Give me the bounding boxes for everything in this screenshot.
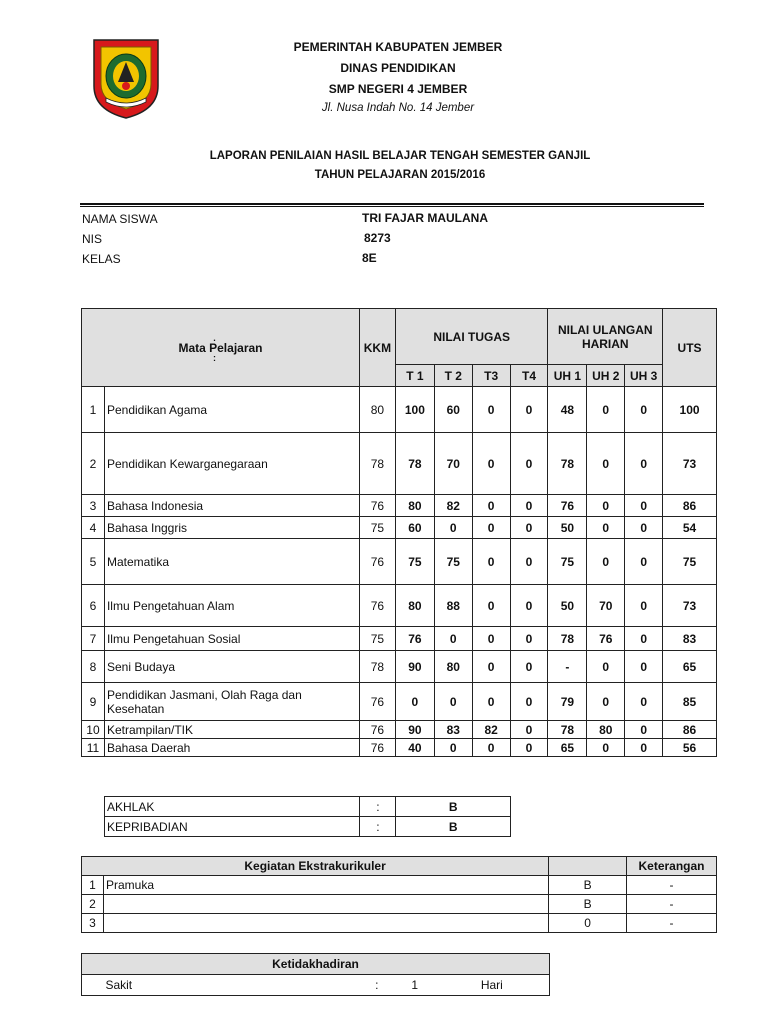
uh2-value: 0	[587, 539, 625, 585]
grades-table	[81, 308, 717, 757]
uts-value: 56	[663, 739, 717, 757]
t2-value: 75	[434, 539, 472, 585]
t3-value: 0	[472, 539, 510, 585]
uh1-header: UH 1	[548, 365, 587, 387]
uh2-value: 0	[587, 433, 625, 495]
t3-value: 0	[472, 739, 510, 757]
t4-value: 0	[510, 739, 548, 757]
ulangan-header: NILAI ULANGAN HARIAN	[548, 309, 663, 365]
akhlak-colon: :	[360, 797, 396, 817]
kkm-value: 75	[359, 517, 395, 539]
header-department: DINAS PENDIDIKAN	[340, 61, 456, 75]
header-government: PEMERINTAH KABUPATEN JEMBER	[293, 40, 503, 54]
extracurricular-table	[81, 856, 717, 933]
uh3-value: 0	[625, 585, 663, 627]
uh2-value: 80	[587, 721, 625, 739]
table-row	[82, 683, 717, 721]
t4-value: 0	[510, 683, 548, 721]
header-divider-thin	[80, 206, 704, 207]
uh3-value: 0	[625, 683, 663, 721]
report-year: TAHUN PELAJARAN 2015/2016	[314, 169, 486, 181]
uh1-value: 75	[548, 539, 587, 585]
header-address: Jl. Nusa Indah No. 14 Jember	[321, 102, 475, 114]
uh1-value: 78	[548, 627, 587, 651]
row-number: 3	[82, 495, 105, 517]
uh1-value: 50	[548, 517, 587, 539]
row-number: 2	[82, 433, 105, 495]
kepribadian-grade: B	[396, 817, 511, 837]
kepribadian-colon: :	[360, 817, 396, 837]
table-row	[82, 539, 717, 585]
uts-value: 100	[663, 387, 717, 433]
t2-value: 0	[434, 517, 472, 539]
subject-header: . Mata Pelajaran :	[82, 309, 360, 387]
uh3-value: 0	[625, 539, 663, 585]
table-row	[82, 433, 717, 495]
t2-value: 0	[434, 627, 472, 651]
t4-value: 0	[510, 627, 548, 651]
extracurricular-grade: B	[549, 876, 627, 895]
uts-value: 86	[663, 721, 717, 739]
t1-value: 76	[395, 627, 434, 651]
extracurricular-name	[103, 914, 548, 933]
uh1-value: 65	[548, 739, 587, 757]
uh2-value: 70	[587, 585, 625, 627]
kkm-value: 76	[359, 539, 395, 585]
kkm-value: 76	[359, 721, 395, 739]
student-class: 8E	[362, 251, 377, 265]
subject-name: Bahasa Daerah	[104, 739, 359, 757]
t4-value: 0	[510, 517, 548, 539]
t2-value: 82	[434, 495, 472, 517]
district-logo	[92, 38, 160, 120]
t3-value: 0	[472, 627, 510, 651]
subject-name: Ketrampilan/TIK	[104, 721, 359, 739]
kkm-value: 76	[359, 683, 395, 721]
t1-value: 80	[395, 495, 434, 517]
subject-name: Pendidikan Agama	[104, 387, 359, 433]
kkm-value: 75	[359, 627, 395, 651]
uh2-value: 0	[587, 387, 625, 433]
kkm-header: KKM	[359, 309, 395, 387]
row-number: 9	[82, 683, 105, 721]
t2-value: 88	[434, 585, 472, 627]
t2-value: 60	[434, 387, 472, 433]
t4-value: 0	[510, 539, 548, 585]
extracurricular-note: -	[627, 895, 717, 914]
row-number: 8	[82, 651, 105, 683]
kkm-value: 76	[359, 585, 395, 627]
table-row	[82, 585, 717, 627]
table-row	[82, 721, 717, 739]
extracurricular-grade: 0	[549, 914, 627, 933]
uh2-header: UH 2	[587, 365, 625, 387]
attendance-sick-count: 1	[395, 975, 435, 996]
akhlak-label: AKHLAK	[105, 797, 360, 817]
subject-name: Ilmu Pengetahuan Alam	[104, 585, 359, 627]
t3-value: 0	[472, 433, 510, 495]
attendance-row-pad	[82, 975, 104, 996]
t1-value: 90	[395, 721, 434, 739]
uh3-value: 0	[625, 651, 663, 683]
t3-value: 0	[472, 651, 510, 683]
uh2-value: 0	[587, 495, 625, 517]
extracurricular-note: -	[627, 914, 717, 933]
t3-value: 82	[472, 721, 510, 739]
t4-value: 0	[510, 387, 548, 433]
t3-value: 0	[472, 495, 510, 517]
uts-value: 73	[663, 433, 717, 495]
extracurricular-number: 2	[82, 895, 104, 914]
t2-value: 80	[434, 651, 472, 683]
behavior-table	[104, 796, 511, 837]
uh3-value: 0	[625, 721, 663, 739]
t1-header: T 1	[395, 365, 434, 387]
t3-value: 0	[472, 683, 510, 721]
t4-value: 0	[510, 495, 548, 517]
uh3-value: 0	[625, 517, 663, 539]
attendance-header: Ketidakhadiran	[82, 954, 550, 975]
uts-value: 54	[663, 517, 717, 539]
t3-value: 0	[472, 517, 510, 539]
uh1-value: 48	[548, 387, 587, 433]
subject-name: Seni Budaya	[104, 651, 359, 683]
akhlak-grade: B	[396, 797, 511, 817]
t2-value: 83	[434, 721, 472, 739]
t3-header: T3	[472, 365, 510, 387]
table-row	[82, 876, 717, 895]
tugas-header: NILAI TUGAS	[395, 309, 548, 365]
t2-header: T 2	[434, 365, 472, 387]
t2-value: 70	[434, 433, 472, 495]
table-row	[82, 517, 717, 539]
uh3-header: UH 3	[625, 365, 663, 387]
t3-value: 0	[472, 387, 510, 433]
t4-value: 0	[510, 721, 548, 739]
subject-name: Ilmu Pengetahuan Sosial	[104, 627, 359, 651]
extracurricular-header: Kegiatan Ekstrakurikuler	[82, 857, 549, 876]
row-number: 10	[82, 721, 105, 739]
table-row	[82, 895, 717, 914]
t2-value: 0	[434, 683, 472, 721]
uh1-value: 76	[548, 495, 587, 517]
student-name: TRI FAJAR MAULANA	[362, 211, 488, 225]
extracurricular-grade: B	[549, 895, 627, 914]
uh2-value: 0	[587, 651, 625, 683]
uh3-value: 0	[625, 627, 663, 651]
row-number: 6	[82, 585, 105, 627]
uh3-value: 0	[625, 433, 663, 495]
t1-value: 0	[395, 683, 434, 721]
uts-value: 83	[663, 627, 717, 651]
uh3-value: 0	[625, 387, 663, 433]
attendance-table	[81, 953, 550, 996]
uh1-value: -	[548, 651, 587, 683]
uts-header: UTS	[663, 309, 717, 387]
extracurricular-name	[103, 895, 548, 914]
t1-value: 90	[395, 651, 434, 683]
uh2-value: 0	[587, 739, 625, 757]
table-row	[82, 739, 717, 757]
uh3-value: 0	[625, 739, 663, 757]
t1-value: 40	[395, 739, 434, 757]
t1-value: 60	[395, 517, 434, 539]
attendance-sick-label: Sakit	[103, 975, 358, 996]
t1-value: 80	[395, 585, 434, 627]
attendance-colon: :	[359, 975, 395, 996]
subject-name: Pendidikan Kewarganegaraan	[104, 433, 359, 495]
uh2-value: 0	[587, 517, 625, 539]
extracurricular-number: 3	[82, 914, 104, 933]
subject-name: Bahasa Indonesia	[104, 495, 359, 517]
table-row	[82, 495, 717, 517]
kkm-value: 78	[359, 433, 395, 495]
student-class-label: KELAS	[82, 252, 121, 266]
t3-value: 0	[472, 585, 510, 627]
t4-value: 0	[510, 651, 548, 683]
t4-value: 0	[510, 585, 548, 627]
uh3-value: 0	[625, 495, 663, 517]
extracurricular-note: -	[627, 876, 717, 895]
t1-value: 78	[395, 433, 434, 495]
table-row	[82, 651, 717, 683]
header-school: SMP NEGERI 4 JEMBER	[328, 82, 468, 96]
kkm-value: 78	[359, 651, 395, 683]
extracurricular-name: Pramuka	[103, 876, 548, 895]
uh2-value: 76	[587, 627, 625, 651]
t1-value: 75	[395, 539, 434, 585]
table-row	[82, 387, 717, 433]
extracurricular-grade-header	[549, 857, 627, 876]
row-number: 7	[82, 627, 105, 651]
subject-name: Bahasa Inggris	[104, 517, 359, 539]
student-name-label: NAMA SISWA	[82, 212, 158, 226]
extracurricular-note-header: Keterangan	[627, 857, 717, 876]
student-nis: 8273	[364, 231, 391, 245]
t4-header: T4	[510, 365, 548, 387]
table-row	[82, 627, 717, 651]
t1-value: 100	[395, 387, 434, 433]
uh2-value: 0	[587, 683, 625, 721]
uh1-value: 50	[548, 585, 587, 627]
uts-value: 75	[663, 539, 717, 585]
report-title: LAPORAN PENILAIAN HASIL BELAJAR TENGAH SEMESTER GANJIL	[209, 150, 591, 162]
subject-name: Pendidikan Jasmani, Olah Raga dan Kesehatan	[104, 683, 359, 721]
kkm-value: 80	[359, 387, 395, 433]
uts-value: 65	[663, 651, 717, 683]
row-number: 5	[82, 539, 105, 585]
kkm-value: 76	[359, 739, 395, 757]
subject-name: Matematika	[104, 539, 359, 585]
row-number: 4	[82, 517, 105, 539]
t2-value: 0	[434, 739, 472, 757]
uh1-value: 79	[548, 683, 587, 721]
student-nis-label: NIS	[82, 232, 103, 246]
table-row	[82, 914, 717, 933]
kkm-value: 76	[359, 495, 395, 517]
row-number: 1	[82, 387, 105, 433]
uts-value: 86	[663, 495, 717, 517]
header-divider	[80, 203, 704, 205]
t4-value: 0	[510, 433, 548, 495]
attendance-unit: Hari	[435, 975, 550, 996]
uh1-value: 78	[548, 721, 587, 739]
extracurricular-number: 1	[82, 876, 104, 895]
kepribadian-label: KEPRIBADIAN	[105, 817, 360, 837]
uh1-value: 78	[548, 433, 587, 495]
uts-value: 73	[663, 585, 717, 627]
row-number: 11	[82, 739, 105, 757]
uts-value: 85	[663, 683, 717, 721]
